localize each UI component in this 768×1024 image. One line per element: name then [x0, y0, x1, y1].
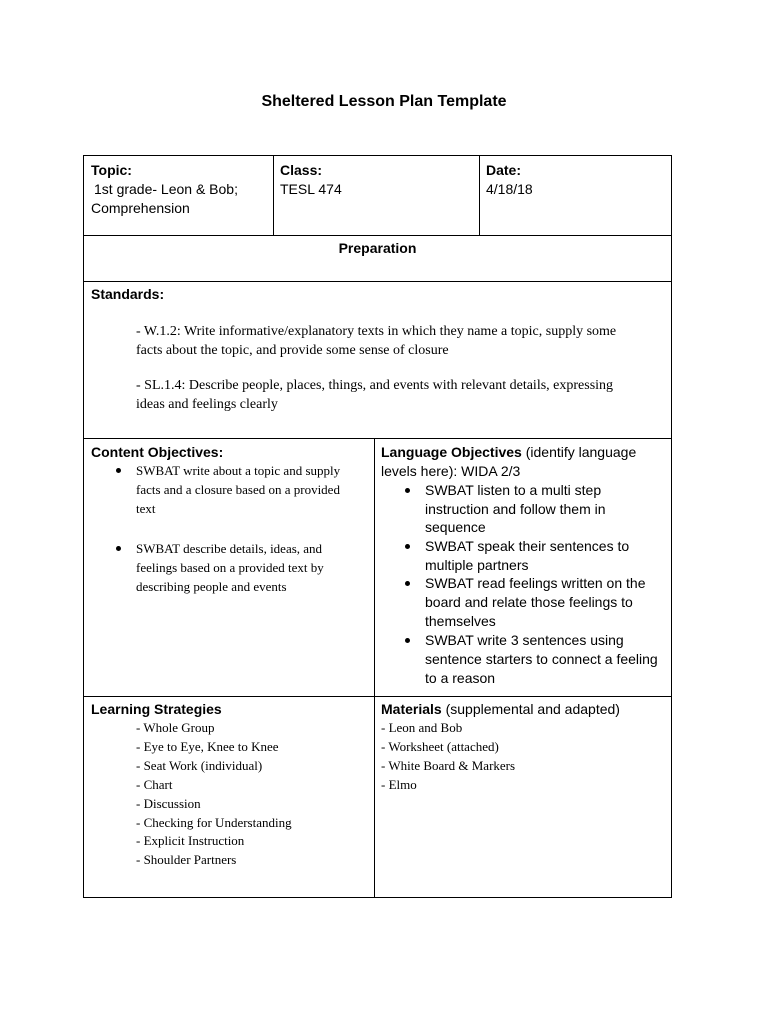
- content-objective-line: SWBAT write about a topic and supply: [136, 463, 341, 478]
- strategy-item: - Whole Group: [136, 720, 215, 735]
- topic-value-line1: 1st grade- Leon & Bob;: [94, 181, 238, 197]
- language-objective-line: SWBAT write 3 sentences using: [425, 632, 624, 648]
- standards-label: Standards:: [91, 286, 165, 302]
- strategy-item: - Seat Work (individual): [136, 758, 263, 773]
- content-objective-line: describing people and events: [136, 579, 287, 594]
- bullet-icon: [405, 638, 410, 643]
- standard-item: ideas and feelings clearly: [136, 397, 278, 412]
- standard-item: - W.1.2: Write informative/explanatory texts in which they name a topic, supply some: [136, 324, 617, 339]
- language-objective-line: themselves: [425, 613, 496, 629]
- material-item: - White Board & Markers: [381, 758, 516, 773]
- class-label: Class:: [280, 162, 323, 178]
- strategy-item: - Shoulder Partners: [136, 852, 237, 867]
- date-value: 4/18/18: [486, 181, 533, 197]
- standard-item: - SL.1.4: Describe people, places, things, and events with relevant details, expressing: [136, 378, 614, 393]
- language-objective-line: instruction and follow them in: [425, 501, 606, 517]
- document-title: Sheltered Lesson Plan Template: [261, 93, 507, 110]
- date-label: Date:: [486, 162, 522, 178]
- learning-strategies-label: Learning Strategies: [91, 701, 222, 717]
- content-objectives-label: Content Objectives:: [91, 444, 224, 460]
- language-objective-line: sentence starters to connect a feeling: [425, 651, 658, 667]
- language-objective-line: SWBAT speak their sentences to: [425, 538, 630, 554]
- language-objective-line: sequence: [425, 519, 486, 535]
- language-objectives-title: Language Objectives: [381, 444, 522, 460]
- bullet-icon: [405, 488, 410, 493]
- preparation-heading: Preparation: [338, 240, 417, 256]
- language-objective-line: to a reason: [425, 670, 496, 686]
- content-objective-line: text: [136, 501, 156, 516]
- standard-item: facts about the topic, and provide some sense of closure: [136, 343, 449, 358]
- strategy-item: - Discussion: [136, 796, 201, 811]
- materials-note: (supplemental and adapted): [441, 701, 620, 717]
- material-item: - Elmo: [381, 777, 417, 792]
- language-objective-line: multiple partners: [425, 557, 529, 573]
- material-item: - Leon and Bob: [381, 720, 463, 735]
- bullet-icon: [116, 468, 121, 473]
- bullet-icon: [116, 546, 121, 551]
- material-item: - Worksheet (attached): [381, 739, 499, 754]
- language-objective-line: SWBAT read feelings written on the: [425, 575, 646, 591]
- language-objectives-label: [381, 443, 636, 462]
- standards-cell: [83, 281, 672, 439]
- content-objective-line: feelings based on a provided text by: [136, 560, 324, 575]
- language-objective-line: SWBAT listen to a multi step: [425, 482, 602, 498]
- bullet-icon: [405, 581, 410, 586]
- strategy-item: - Chart: [136, 777, 173, 792]
- language-objective-line: board and relate those feelings to: [425, 594, 633, 610]
- materials-label: [381, 700, 620, 719]
- strategy-item: - Eye to Eye, Knee to Knee: [136, 739, 279, 754]
- content-objective-line: SWBAT describe details, ideas, and: [136, 541, 323, 556]
- language-objectives-note: (identify language: [521, 444, 637, 460]
- bullet-icon: [405, 544, 410, 549]
- content-objective-line: facts and a closure based on a provided: [136, 482, 340, 497]
- language-objectives-label-line2: levels here): WIDA 2/3: [381, 463, 521, 479]
- strategy-item: - Checking for Understanding: [136, 815, 292, 830]
- strategy-item: - Explicit Instruction: [136, 833, 245, 848]
- class-value: TESL 474: [280, 181, 342, 197]
- topic-value-line2: Comprehension: [91, 200, 190, 216]
- topic-label: Topic:: [91, 162, 132, 178]
- materials-title: Materials: [381, 701, 442, 717]
